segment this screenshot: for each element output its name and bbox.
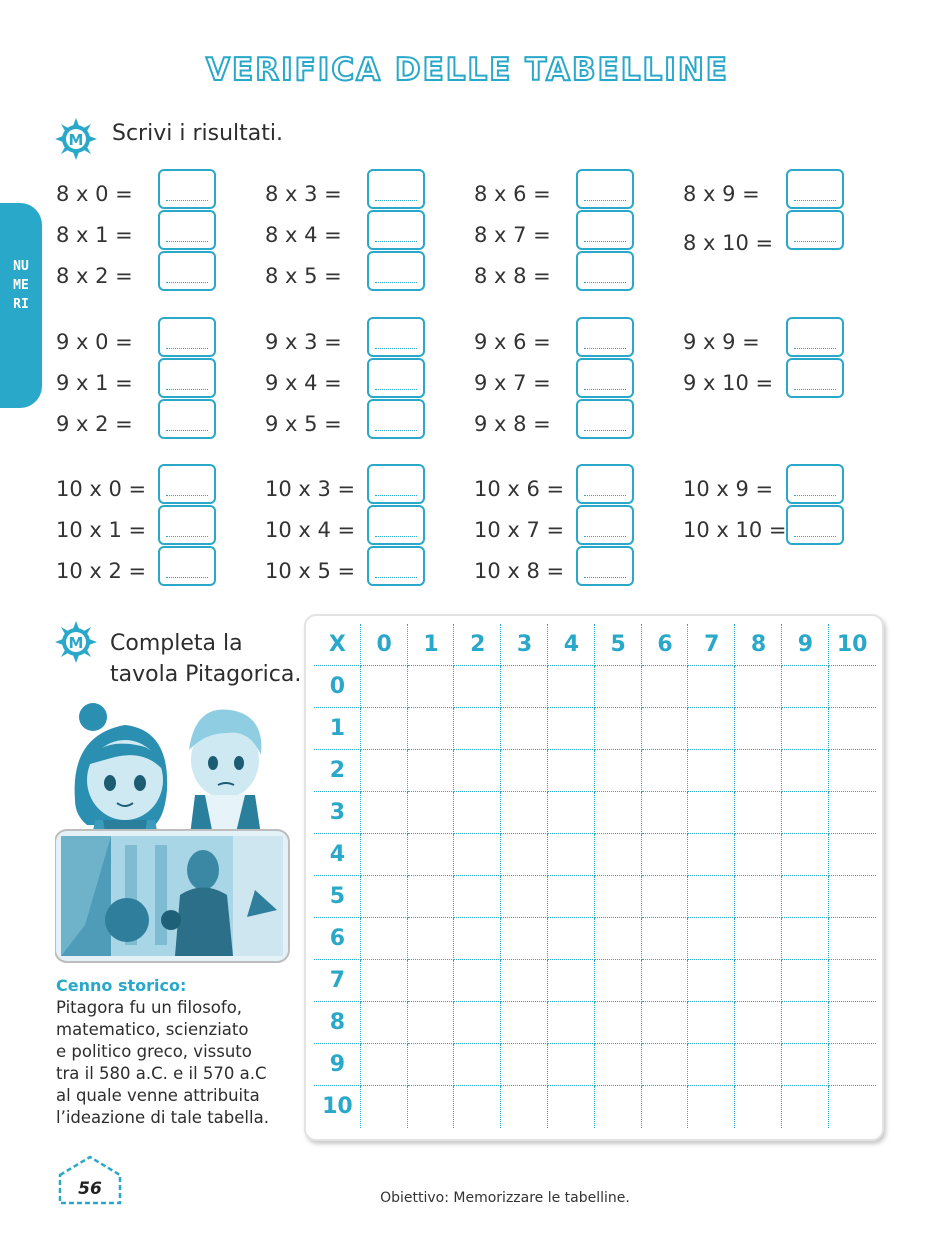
answer-box[interactable]: [367, 464, 425, 504]
table-answer-cell[interactable]: [361, 708, 408, 750]
table-row-header: 5: [329, 884, 346, 909]
exercise-label: 10 x 0 =: [56, 477, 147, 501]
exercise-label: 10 x 3 =: [265, 477, 356, 501]
table-row-header: 3: [329, 800, 346, 825]
table-answer-cell[interactable]: [408, 1002, 455, 1044]
table-answer-cell[interactable]: [361, 918, 408, 960]
table-answer-cell[interactable]: [454, 918, 501, 960]
table-answer-cell[interactable]: [595, 876, 642, 918]
table-answer-cell[interactable]: [735, 1086, 782, 1128]
answer-box[interactable]: [576, 210, 634, 250]
exercise-label: 9 x 2 =: [56, 412, 133, 436]
instruction-line: Completa la: [110, 631, 243, 656]
history-line: matematico, scienziato: [56, 1020, 249, 1039]
table-answer-cell[interactable]: [829, 1002, 876, 1044]
answer-box[interactable]: [367, 358, 425, 398]
exercise-label: 9 x 0 =: [56, 330, 133, 354]
table-row-header: 10: [322, 1094, 353, 1119]
instruction-line: tavola Pitagorica.: [110, 662, 302, 687]
exercise-label: 10 x 10 =: [683, 518, 787, 542]
table-column-header: 0: [376, 632, 392, 657]
table-column-header: 5: [610, 632, 626, 657]
table-answer-cell[interactable]: [361, 792, 408, 834]
answer-box[interactable]: [158, 358, 216, 398]
table-answer-cell[interactable]: [688, 666, 735, 708]
table-answer-cell[interactable]: [548, 834, 595, 876]
table-answer-cell[interactable]: [642, 792, 689, 834]
table-row-header: 4: [329, 842, 346, 867]
table-column-header: 1: [423, 632, 439, 657]
table-answer-cell[interactable]: [829, 918, 876, 960]
exercise-label: 10 x 6 =: [474, 477, 565, 501]
answer-box[interactable]: [367, 317, 425, 357]
table-row-header: 7: [329, 968, 346, 993]
table-answer-cell[interactable]: [829, 666, 876, 708]
history-title: Cenno storico:: [56, 976, 187, 995]
answer-box[interactable]: [786, 358, 844, 398]
table-answer-cell[interactable]: [501, 750, 548, 792]
table-answer-cell[interactable]: [361, 1044, 408, 1086]
exercise-label: 8 x 2 =: [56, 264, 133, 288]
table-answer-cell[interactable]: [361, 834, 408, 876]
table-row-header: 2: [329, 758, 346, 783]
table-answer-cell[interactable]: [735, 834, 782, 876]
history-text: [56, 997, 296, 1129]
exercise-label: 8 x 5 =: [265, 264, 342, 288]
exercise-label: 8 x 1 =: [56, 223, 133, 247]
table-answer-cell[interactable]: [642, 708, 689, 750]
exercise-label: 8 x 7 =: [474, 223, 551, 247]
table-answer-cell[interactable]: [782, 834, 829, 876]
table-answer-cell[interactable]: [454, 792, 501, 834]
table-answer-cell[interactable]: [454, 1002, 501, 1044]
table-answer-cell[interactable]: [595, 750, 642, 792]
table-answer-cell[interactable]: [735, 876, 782, 918]
table-answer-cell[interactable]: [408, 876, 455, 918]
table-answer-cell[interactable]: [548, 1044, 595, 1086]
answer-box[interactable]: [158, 317, 216, 357]
table-answer-cell[interactable]: [501, 792, 548, 834]
table-answer-cell[interactable]: [548, 750, 595, 792]
table-answer-cell[interactable]: [829, 1044, 876, 1086]
table-answer-cell[interactable]: [501, 918, 548, 960]
table-answer-cell[interactable]: [454, 708, 501, 750]
exercise-label: 8 x 9 =: [683, 182, 760, 206]
table-answer-cell[interactable]: [408, 708, 455, 750]
table-answer-cell[interactable]: [829, 1086, 876, 1128]
exercise-label: 10 x 9 =: [683, 477, 774, 501]
exercise-label: 10 x 2 =: [56, 559, 147, 583]
table-answer-cell[interactable]: [688, 960, 735, 1002]
table-answer-cell[interactable]: [408, 1044, 455, 1086]
table-answer-cell[interactable]: [408, 960, 455, 1002]
table-answer-cell[interactable]: [408, 1086, 455, 1128]
table-answer-cell[interactable]: [454, 1086, 501, 1128]
table-row-header: 1: [329, 716, 346, 741]
table-answer-cell[interactable]: [408, 792, 455, 834]
answer-box[interactable]: [158, 169, 216, 209]
history-line: tra il 580 a.C. e il 570 a.C: [56, 1064, 267, 1083]
table-answer-cell[interactable]: [454, 876, 501, 918]
table-answer-cell[interactable]: [688, 1044, 735, 1086]
table-answer-cell[interactable]: [595, 960, 642, 1002]
table-answer-cell[interactable]: [361, 876, 408, 918]
m-badge-icon: [54, 620, 98, 664]
table-answer-cell[interactable]: [548, 1086, 595, 1128]
exercise-label: 10 x 4 =: [265, 518, 356, 542]
answer-box[interactable]: [367, 546, 425, 586]
table-answer-cell[interactable]: [548, 666, 595, 708]
table-answer-cell[interactable]: [642, 1044, 689, 1086]
exercise-label: 9 x 3 =: [265, 330, 342, 354]
pythagorean-table: [304, 614, 884, 1141]
history-line: al quale venne attribuita: [56, 1086, 260, 1105]
answer-box[interactable]: [158, 546, 216, 586]
table-answer-cell[interactable]: [688, 750, 735, 792]
table-answer-cell[interactable]: [642, 834, 689, 876]
table-answer-cell[interactable]: [642, 750, 689, 792]
answer-box[interactable]: [576, 317, 634, 357]
table-answer-cell[interactable]: [361, 1002, 408, 1044]
table-answer-cell[interactable]: [595, 666, 642, 708]
table-answer-cell[interactable]: [688, 834, 735, 876]
table-answer-cell[interactable]: [688, 918, 735, 960]
answer-box[interactable]: [576, 399, 634, 439]
table-answer-cell[interactable]: [735, 708, 782, 750]
table-answer-cell[interactable]: [548, 1002, 595, 1044]
table-answer-cell[interactable]: [548, 960, 595, 1002]
exercise-label: 10 x 7 =: [474, 518, 565, 542]
table-answer-cell[interactable]: [595, 918, 642, 960]
table-answer-cell[interactable]: [642, 918, 689, 960]
page-title: VERIFICA DELLE TABELLINE: [206, 52, 729, 88]
table-answer-cell[interactable]: [829, 708, 876, 750]
table-answer-cell[interactable]: [361, 960, 408, 1002]
table-answer-cell[interactable]: [501, 1044, 548, 1086]
answer-box[interactable]: [576, 464, 634, 504]
history-line: e politico greco, vissuto: [56, 1042, 252, 1061]
exercise-label: 8 x 6 =: [474, 182, 551, 206]
answer-box[interactable]: [786, 317, 844, 357]
table-answer-cell[interactable]: [548, 792, 595, 834]
table-answer-cell[interactable]: [688, 708, 735, 750]
table-answer-cell[interactable]: [595, 834, 642, 876]
table-answer-cell[interactable]: [642, 960, 689, 1002]
history-line: l’ideazione di tale tabella.: [56, 1108, 269, 1127]
answer-box[interactable]: [158, 464, 216, 504]
exercise-label: 8 x 3 =: [265, 182, 342, 206]
table-answer-cell[interactable]: [688, 876, 735, 918]
table-answer-cell[interactable]: [782, 1044, 829, 1086]
answer-box[interactable]: [786, 210, 844, 250]
table-answer-cell[interactable]: [829, 792, 876, 834]
exercise-label: 9 x 6 =: [474, 330, 551, 354]
exercise-label: 10 x 5 =: [265, 559, 356, 583]
exercise-label: 9 x 9 =: [683, 330, 760, 354]
table-answer-cell[interactable]: [548, 918, 595, 960]
table-answer-cell[interactable]: [361, 1086, 408, 1128]
m-badge-icon: [54, 117, 98, 161]
objective-footer: Obiettivo: Memorizzare le tabelline.: [380, 1190, 630, 1206]
answer-box[interactable]: [158, 505, 216, 545]
table-corner-label: X: [328, 632, 346, 657]
exercise-label: 9 x 4 =: [265, 371, 342, 395]
table-answer-cell[interactable]: [408, 750, 455, 792]
table-answer-cell[interactable]: [595, 792, 642, 834]
table-column-header: 8: [750, 632, 767, 657]
table-answer-cell[interactable]: [735, 918, 782, 960]
table-answer-cell[interactable]: [548, 876, 595, 918]
exercise-label: 10 x 8 =: [474, 559, 565, 583]
table-answer-cell[interactable]: [735, 750, 782, 792]
table-answer-cell[interactable]: [501, 708, 548, 750]
exercise-label: 10 x 1 =: [56, 518, 147, 542]
exercise-label: 8 x 8 =: [474, 264, 551, 288]
table-column-header: 4: [563, 632, 580, 657]
table-answer-cell[interactable]: [501, 876, 548, 918]
table-answer-cell[interactable]: [454, 960, 501, 1002]
table-answer-cell[interactable]: [642, 876, 689, 918]
answer-box[interactable]: [786, 464, 844, 504]
exercise-label: 8 x 10 =: [683, 231, 774, 255]
exercise-label: 9 x 10 =: [683, 371, 774, 395]
table-answer-cell[interactable]: [454, 1044, 501, 1086]
answer-box[interactable]: [576, 169, 634, 209]
table-answer-cell[interactable]: [829, 834, 876, 876]
answer-box[interactable]: [367, 399, 425, 439]
table-answer-cell[interactable]: [408, 666, 455, 708]
table-answer-cell[interactable]: [454, 666, 501, 708]
table-answer-cell[interactable]: [501, 1002, 548, 1044]
table-answer-cell[interactable]: [782, 708, 829, 750]
table-answer-cell[interactable]: [595, 1086, 642, 1128]
answer-box[interactable]: [367, 505, 425, 545]
table-answer-cell[interactable]: [501, 1086, 548, 1128]
table-answer-cell[interactable]: [782, 918, 829, 960]
exercise-label: 9 x 5 =: [265, 412, 342, 436]
page-number: 56: [78, 1179, 102, 1199]
table-answer-cell[interactable]: [735, 1002, 782, 1044]
svg-text:M: M: [68, 634, 84, 652]
answer-box[interactable]: [367, 210, 425, 250]
table-answer-cell[interactable]: [408, 834, 455, 876]
svg-text:M: M: [68, 131, 84, 149]
table-answer-cell[interactable]: [782, 960, 829, 1002]
table-answer-cell[interactable]: [595, 1044, 642, 1086]
exercise-label: 8 x 0 =: [56, 182, 133, 206]
exercise-label: 9 x 8 =: [474, 412, 551, 436]
answer-box[interactable]: [576, 505, 634, 545]
table-answer-cell[interactable]: [454, 750, 501, 792]
table-answer-cell[interactable]: [595, 1002, 642, 1044]
table-column-header: 3: [516, 632, 533, 657]
table-answer-cell[interactable]: [688, 1086, 735, 1128]
table-answer-cell[interactable]: [595, 708, 642, 750]
instruction-complete-table: [110, 628, 301, 690]
answer-box[interactable]: [786, 505, 844, 545]
pythagoras-illustration: [55, 695, 291, 965]
table-row-header: 6: [329, 926, 346, 951]
table-column-header: 9: [797, 632, 814, 657]
table-answer-cell[interactable]: [829, 960, 876, 1002]
table-column-header: 10: [836, 632, 868, 657]
answer-box[interactable]: [158, 210, 216, 250]
table-answer-cell[interactable]: [642, 666, 689, 708]
side-tab: [0, 203, 42, 408]
table-answer-cell[interactable]: [782, 750, 829, 792]
table-column-header: 2: [470, 632, 486, 657]
answer-box[interactable]: [786, 169, 844, 209]
table-row-header: 8: [329, 1010, 346, 1035]
table-answer-cell[interactable]: [642, 1086, 689, 1128]
table-answer-cell[interactable]: [642, 1002, 689, 1044]
table-answer-cell[interactable]: [782, 792, 829, 834]
table-answer-cell[interactable]: [735, 1044, 782, 1086]
answer-box[interactable]: [158, 251, 216, 291]
table-answer-cell[interactable]: [501, 834, 548, 876]
table-row-header: 0: [329, 674, 346, 699]
table-answer-cell[interactable]: [735, 792, 782, 834]
exercise-label: 9 x 1 =: [56, 371, 133, 395]
answer-box[interactable]: [367, 251, 425, 291]
answer-box[interactable]: [367, 169, 425, 209]
history-line: Pitagora fu un filosofo,: [56, 998, 243, 1017]
table-answer-cell[interactable]: [501, 960, 548, 1002]
table-answer-cell[interactable]: [361, 750, 408, 792]
table-answer-cell[interactable]: [735, 960, 782, 1002]
table-answer-cell[interactable]: [829, 750, 876, 792]
table-answer-cell[interactable]: [782, 666, 829, 708]
answer-box[interactable]: [158, 399, 216, 439]
table-answer-cell[interactable]: [454, 834, 501, 876]
exercise-label: 8 x 4 =: [265, 223, 342, 247]
table-answer-cell[interactable]: [782, 1002, 829, 1044]
table-answer-cell[interactable]: [688, 792, 735, 834]
answer-box[interactable]: [576, 251, 634, 291]
table-answer-cell[interactable]: [829, 876, 876, 918]
table-answer-cell[interactable]: [361, 666, 408, 708]
table-answer-cell[interactable]: [688, 1002, 735, 1044]
table-row-header: 9: [329, 1052, 346, 1077]
table-answer-cell[interactable]: [735, 666, 782, 708]
table-column-header: 7: [704, 632, 720, 657]
table-answer-cell[interactable]: [782, 1086, 829, 1128]
table-answer-cell[interactable]: [408, 918, 455, 960]
table-column-header: 6: [657, 632, 673, 657]
answer-box[interactable]: [576, 358, 634, 398]
answer-box[interactable]: [576, 546, 634, 586]
side-tab-label: NUMERI: [13, 259, 29, 312]
instruction-write-results: Scrivi i risultati.: [112, 121, 283, 146]
exercise-label: 9 x 7 =: [474, 371, 551, 395]
table-answer-cell[interactable]: [548, 708, 595, 750]
table-answer-cell[interactable]: [501, 666, 548, 708]
table-answer-cell[interactable]: [782, 876, 829, 918]
